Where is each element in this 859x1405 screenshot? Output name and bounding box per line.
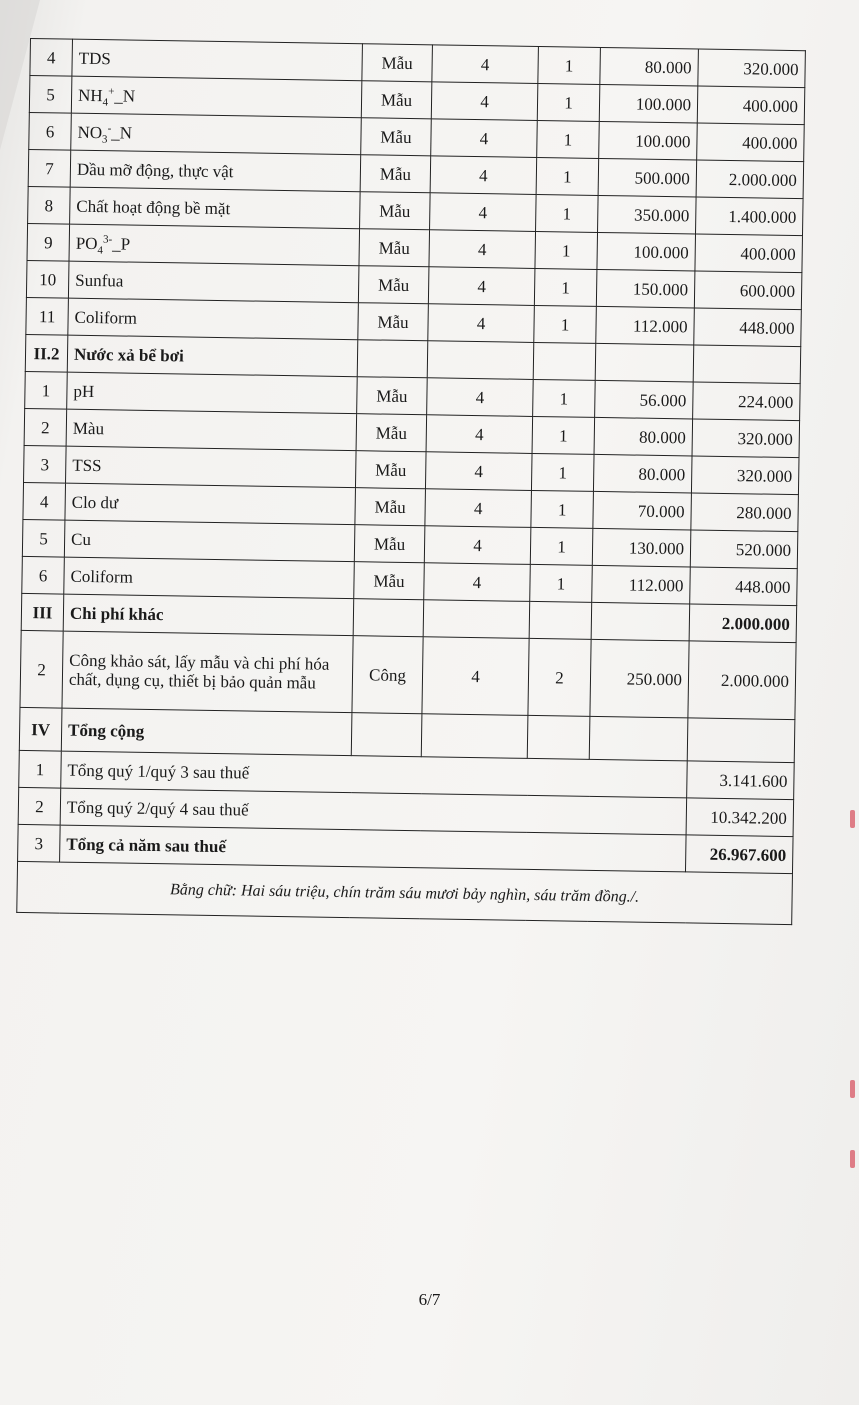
- cell-unit: Mẫu: [362, 44, 433, 82]
- total-stt: 2: [18, 787, 61, 825]
- section-stt: II.2: [25, 334, 68, 372]
- cell-qty: 4: [424, 526, 531, 565]
- cell-unit: Mẫu: [361, 118, 432, 156]
- cell-total: 280.000: [691, 493, 799, 532]
- cell-times: 1: [533, 379, 596, 417]
- cell-qty: 4: [425, 489, 532, 528]
- cell-stt: 2: [24, 408, 67, 446]
- total-label: Tổng cả năm sau thuế: [60, 825, 687, 872]
- cell-price: 250.000: [590, 639, 689, 718]
- amount-in-words: Bằng chữ: Hai sáu triệu, chín trăm sáu mươi bảy nghìn, sáu trăm đồng./.: [17, 861, 793, 924]
- cell-name: Cu: [64, 520, 355, 562]
- cell-times: 1: [531, 453, 594, 491]
- cell-times: 1: [536, 157, 599, 195]
- cell-unit: Mẫu: [360, 192, 431, 230]
- cell-qty: 4: [428, 304, 535, 343]
- cell-stt: 7: [28, 149, 71, 187]
- cell-name: $NH_4^+\_N$: [71, 76, 362, 118]
- cell-unit: Mẫu: [360, 155, 431, 193]
- cell-times: 1: [538, 46, 601, 84]
- cell-qty: 4: [427, 378, 534, 417]
- cell-name: TDS: [72, 39, 363, 81]
- cell-name: Coliform: [64, 557, 355, 599]
- red-stamp-edge: [850, 810, 855, 828]
- cell-unit: Mẫu: [359, 229, 430, 267]
- cost-table-wrapper: [16, 38, 805, 925]
- cell-stt: 3: [24, 445, 67, 483]
- cell-times: 1: [536, 194, 599, 232]
- cell-times: 1: [537, 120, 600, 158]
- cell-qty: 4: [428, 267, 535, 306]
- total-value: 10.342.200: [686, 798, 794, 837]
- cell-name: Dầu mỡ động, thực vật: [70, 150, 361, 192]
- cell-times: 1: [537, 83, 600, 121]
- cell-stt: 11: [26, 297, 69, 335]
- total-label: Tổng quý 2/quý 4 sau thuế: [60, 788, 687, 835]
- cell-total: 400.000: [697, 86, 805, 125]
- cell-price: 100.000: [597, 232, 696, 271]
- cell-qty: 4: [431, 82, 538, 121]
- cell-times: 2: [528, 638, 591, 716]
- cell-name: TSS: [66, 446, 357, 488]
- section-title: Chi phí khác: [63, 594, 354, 636]
- cell-unit: Mẫu: [361, 81, 432, 119]
- cell-qty: 4: [431, 119, 538, 158]
- section-stt: IV: [19, 707, 62, 751]
- table-row: [20, 630, 796, 719]
- cell-unit: Mẫu: [355, 488, 426, 526]
- cell-name: Clo dư: [65, 483, 356, 525]
- cell-price: 112.000: [596, 306, 695, 345]
- cell-unit: Mẫu: [354, 525, 425, 563]
- section-total: 2.000.000: [689, 604, 797, 643]
- cell-total: 448.000: [690, 567, 798, 606]
- cell-unit: Công: [352, 636, 423, 714]
- cell-total: 224.000: [693, 382, 801, 421]
- total-value: 3.141.600: [687, 761, 795, 800]
- cell-stt: 6: [22, 556, 65, 594]
- cell-total: 2.000.000: [696, 160, 804, 199]
- cell-total: 320.000: [698, 49, 806, 88]
- cell-price: 80.000: [593, 454, 692, 493]
- cell-total: 1.400.000: [696, 197, 804, 236]
- cell-times: 1: [530, 527, 593, 565]
- cell-stt: 6: [29, 112, 72, 150]
- cell-price: 80.000: [600, 47, 699, 86]
- total-stt: 1: [19, 750, 62, 788]
- red-stamp-edge: [850, 1080, 855, 1098]
- cell-price: 112.000: [592, 565, 691, 604]
- cell-qty: 4: [425, 452, 532, 491]
- cell-qty: 4: [426, 415, 533, 454]
- cell-stt: 4: [30, 39, 73, 77]
- cell-name: Sunfua: [68, 261, 359, 303]
- cell-name: Coliform: [68, 298, 359, 340]
- cell-unit: Mẫu: [357, 377, 428, 415]
- cell-stt: 10: [26, 260, 69, 298]
- cell-name: Màu: [66, 409, 357, 451]
- cell-unit: Mẫu: [354, 562, 425, 600]
- section-title: Tổng cộng: [61, 708, 352, 756]
- section-stt: III: [21, 593, 64, 631]
- cell-qty: 4: [430, 156, 537, 195]
- red-stamp-edge: [850, 1150, 855, 1168]
- cell-total: 448.000: [694, 308, 802, 347]
- cell-total: 520.000: [690, 530, 798, 569]
- page-number: 6/7: [418, 1290, 441, 1309]
- cell-price: 70.000: [593, 491, 692, 530]
- cell-total: 600.000: [694, 271, 802, 310]
- cell-stt: 1: [25, 371, 68, 409]
- cell-unit: Mẫu: [356, 414, 427, 452]
- cell-qty: 4: [429, 230, 536, 269]
- section-title: Nước xả bể bơi: [67, 335, 358, 377]
- cell-price: 130.000: [592, 528, 691, 567]
- cell-price: 56.000: [595, 380, 694, 419]
- cell-total: 320.000: [692, 419, 800, 458]
- cell-price: 80.000: [594, 417, 693, 456]
- total-stt: 3: [18, 824, 61, 862]
- cell-qty: 4: [432, 45, 539, 84]
- cell-name: Chất hoạt động bề mặt: [70, 187, 361, 229]
- cell-total: 320.000: [691, 456, 799, 495]
- cell-unit: Mẫu: [358, 266, 429, 304]
- cell-name: Công khảo sát, lấy mẫu và chi phí hóa chất, dụng cụ, thiết bị bảo quản mẫu: [62, 631, 353, 713]
- cell-price: 500.000: [598, 158, 697, 197]
- cell-total: 2.000.000: [688, 641, 796, 720]
- cell-qty: 4: [424, 563, 531, 602]
- cell-unit: Mẫu: [355, 451, 426, 489]
- cell-stt: 5: [22, 519, 65, 557]
- cell-times: 1: [534, 268, 597, 306]
- cell-name: $NO_3^-\_N$: [71, 113, 362, 155]
- cell-stt: 9: [27, 223, 70, 261]
- cell-qty: 4: [422, 637, 529, 716]
- cell-qty: 4: [430, 193, 537, 232]
- cell-price: 350.000: [598, 195, 697, 234]
- in-words-row: [17, 861, 793, 924]
- cell-name: pH: [67, 372, 358, 414]
- cost-table: [16, 38, 806, 925]
- cell-stt: 4: [23, 482, 66, 520]
- cell-price: 100.000: [599, 84, 698, 123]
- cell-stt: 2: [20, 630, 63, 708]
- cell-unit: Mẫu: [358, 303, 429, 341]
- cell-times: 1: [534, 305, 597, 343]
- cell-times: 1: [531, 490, 594, 528]
- cell-price: 150.000: [596, 269, 695, 308]
- cell-stt: 8: [28, 186, 71, 224]
- total-value: 26.967.600: [685, 835, 793, 874]
- cell-times: 1: [535, 231, 598, 269]
- cell-times: 1: [530, 564, 593, 602]
- total-label: Tổng quý 1/quý 3 sau thuế: [61, 751, 688, 798]
- cell-times: 1: [532, 416, 595, 454]
- cell-total: 400.000: [695, 234, 803, 273]
- cell-stt: 5: [29, 76, 72, 114]
- cell-total: 400.000: [697, 123, 805, 162]
- cell-price: 100.000: [599, 121, 698, 160]
- cell-name: $PO_4^{3-}\_P$: [69, 224, 360, 266]
